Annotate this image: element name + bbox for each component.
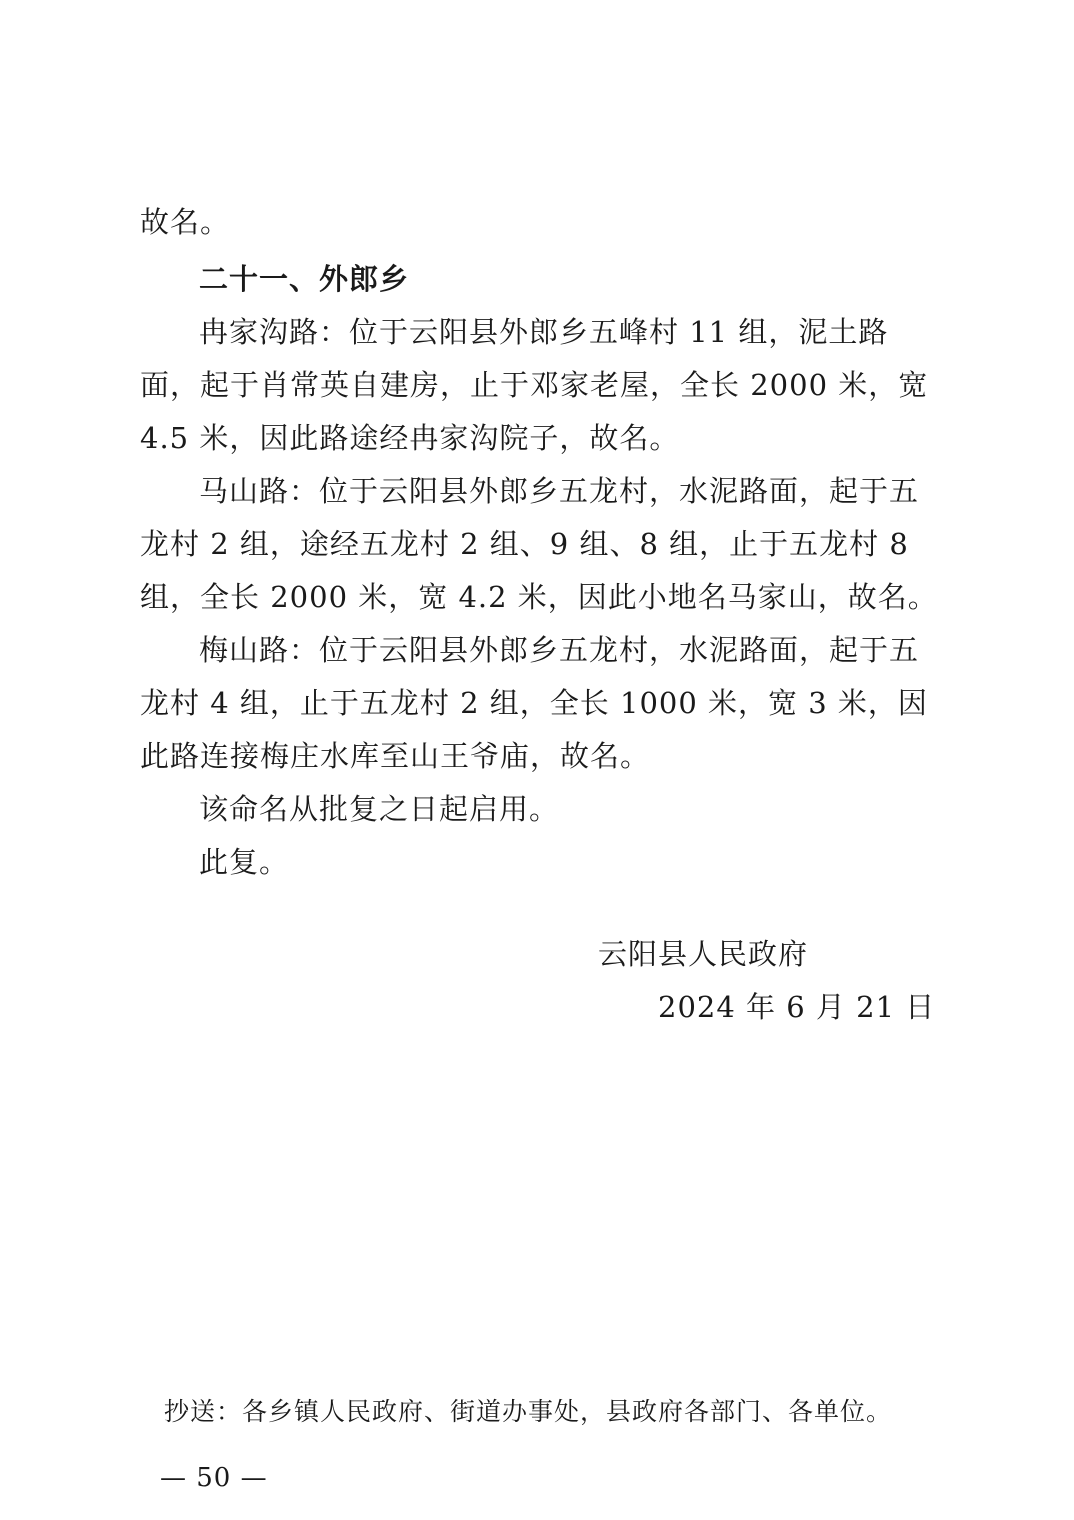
page-number: — 50 — (160, 1463, 268, 1493)
cc-divider (140, 1380, 940, 1381)
paragraph-mashan-road: 马山路：位于云阳县外郎乡五龙村，水泥路面，起于五龙村 2 组，途经五龙村 2 组、9 组、8 组，止于五龙村 8 组，全长 2000 米，宽 4.2 米，因此小地名马家山，故名。 (140, 474, 938, 614)
paragraph-meishan-road: 梅山路：位于云阳县外郎乡五龙村，水泥路面，起于五龙村 4 组，止于五龙村 2 组，全长 1000 米，宽 3 米，因此路连接梅庄水库至山王爷庙，故名。 (140, 633, 928, 773)
paragraph-ranjiagou-road: 冉家沟路：位于云阳县外郎乡五峰村 11 组，泥土路面，起于肖常英自建房，止于邓家老屋，全长 2000 米，宽 4.5 米，因此路途经冉家沟院子，故名。 (140, 315, 929, 455)
paragraph-continuation: 故名。 (140, 205, 231, 239)
cc-recipients: 抄送：各乡镇人民政府、街道办事处，县政府各部门、各单位。 (164, 1397, 893, 1426)
paragraph-effective-date: 该命名从批复之日起启用。 (199, 792, 560, 826)
paragraph-closing: 此复。 (199, 845, 290, 879)
issue-date: 2024 年 6 月 21 日 (658, 990, 936, 1024)
issuer-signature: 云阳县人民政府 (598, 937, 809, 971)
document-body (140, 196, 940, 889)
section-heading: 二十一、外郎乡 (199, 262, 410, 296)
